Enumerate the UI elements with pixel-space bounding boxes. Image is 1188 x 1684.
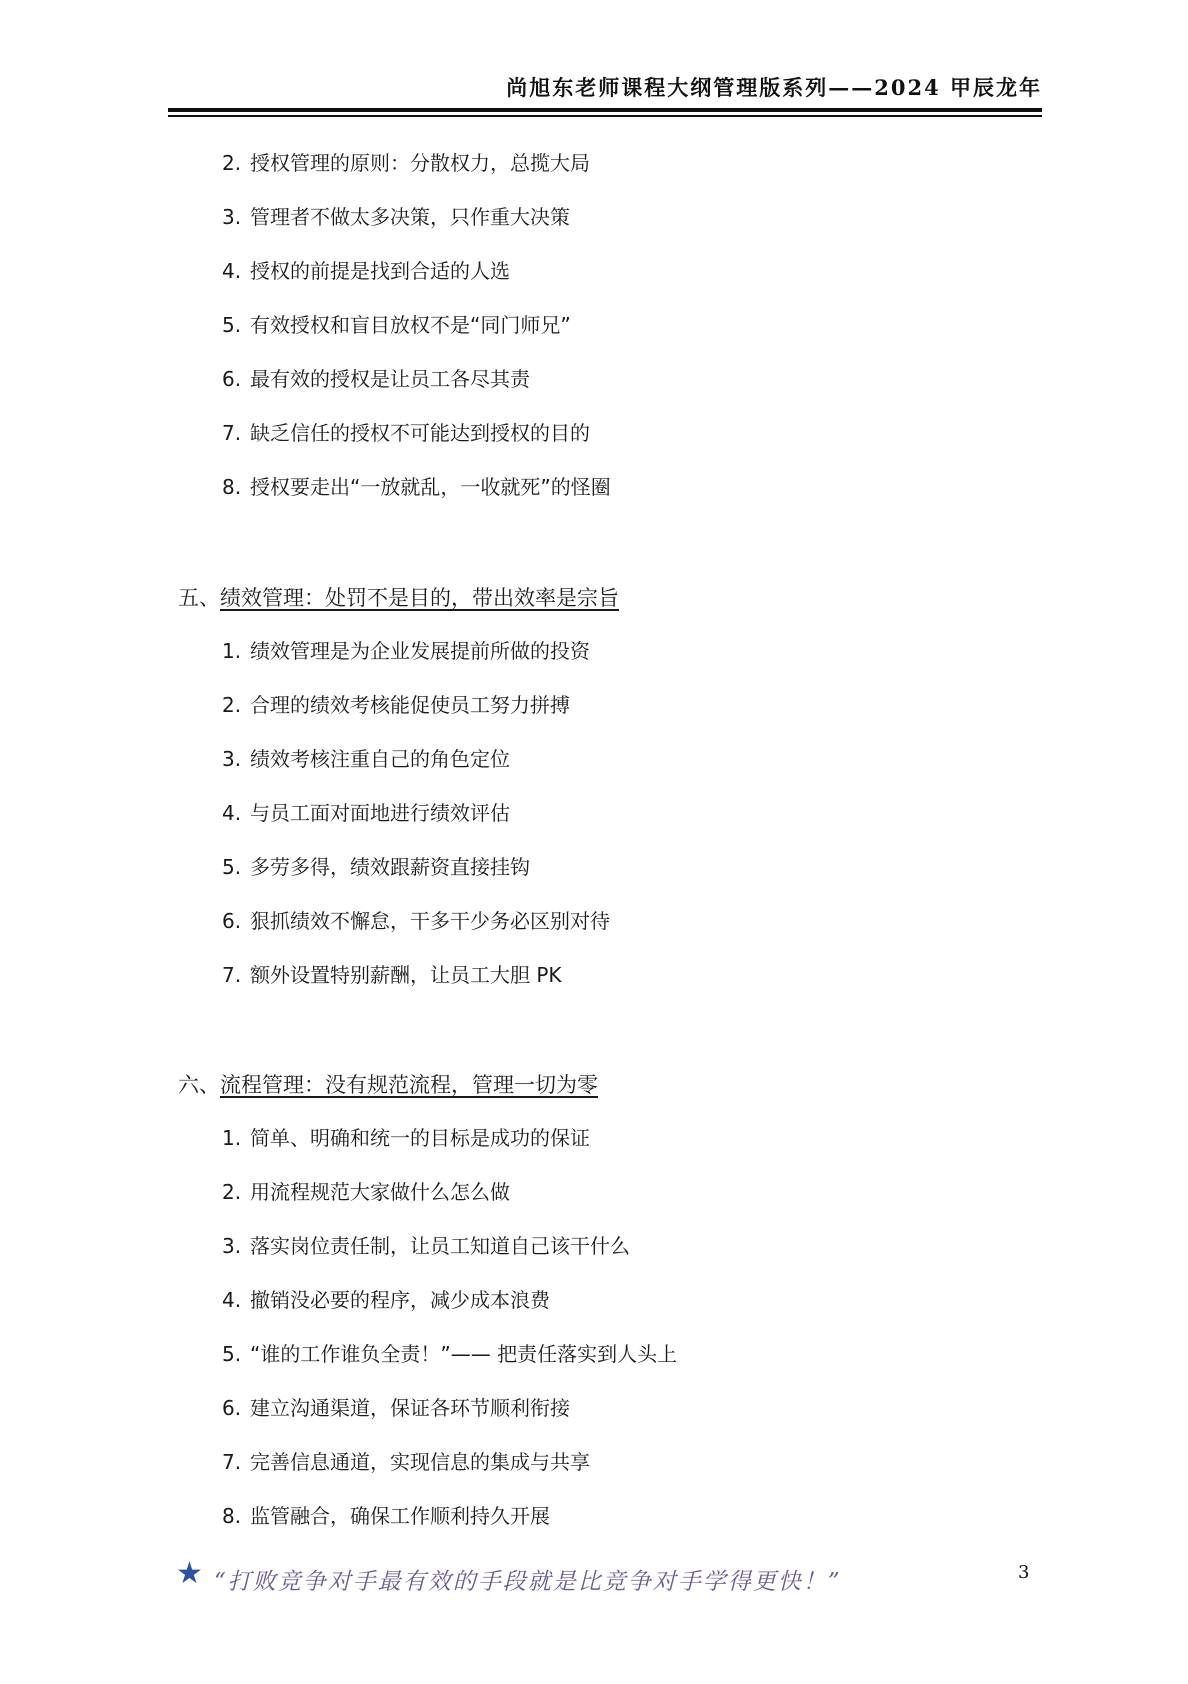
list-item	[222, 203, 570, 231]
list-item	[222, 799, 510, 827]
list-item-number: 2.	[222, 1180, 242, 1204]
list-item	[222, 1286, 550, 1314]
list-item	[222, 961, 562, 989]
page-number: 3	[1018, 1562, 1030, 1583]
list-item-number: 5.	[222, 1342, 242, 1366]
list-item	[222, 1394, 570, 1422]
list-item	[222, 365, 530, 393]
list-item-text: 绩效管理是为企业发展提前所做的投资	[250, 639, 590, 663]
section-prefix: 五、	[178, 586, 220, 610]
list-item	[222, 419, 590, 447]
star-icon: ★	[176, 1556, 203, 1591]
list-item-text: 最有效的授权是让员工各尽其责	[250, 367, 530, 391]
list-item	[222, 1502, 550, 1530]
list-item-number: 2.	[222, 693, 242, 717]
page-header-title: 尚旭东老师课程大纲管理版系列——2024 甲辰龙年	[506, 75, 1042, 100]
list-item-text: 缺乏信任的授权不可能达到授权的目的	[250, 421, 590, 445]
section-heading	[178, 583, 619, 613]
list-item-text: 有效授权和盲目放权不是“同门师兄”	[250, 313, 571, 337]
list-item	[222, 1124, 590, 1152]
list-item-text: 绩效考核注重自己的角色定位	[250, 747, 510, 771]
list-item	[222, 853, 530, 881]
list-item-text: 与员工面对面地进行绩效评估	[250, 801, 510, 825]
list-item-text: 狠抓绩效不懈怠，干多干少务必区别对待	[250, 909, 610, 933]
list-item-number: 8.	[222, 1504, 242, 1528]
list-item-number: 1.	[222, 639, 242, 663]
footer-quote: “打败竞争对手最有效的手段就是比竞争对手学得更快！”	[214, 1569, 842, 1595]
list-item-text: 合理的绩效考核能促使员工努力拼搏	[250, 693, 570, 717]
list-item	[222, 1232, 630, 1260]
list-item-number: 6.	[222, 909, 242, 933]
list-item-text: 管理者不做太多决策，只作重大决策	[250, 205, 570, 229]
section-prefix: 六、	[178, 1073, 220, 1097]
list-item-text: 监管融合，确保工作顺利持久开展	[250, 1504, 550, 1528]
list-item	[222, 637, 590, 665]
list-item-number: 7.	[222, 1450, 242, 1474]
list-item-number: 1.	[222, 1126, 242, 1150]
list-item-text: 用流程规范大家做什么怎么做	[250, 1180, 510, 1204]
list-item-text: 简单、明确和统一的目标是成功的保证	[250, 1126, 590, 1150]
list-item-number: 8.	[222, 475, 242, 499]
list-item	[222, 1178, 510, 1206]
list-item	[222, 745, 510, 773]
list-item-text: 落实岗位责任制，让员工知道自己该干什么	[250, 1234, 630, 1258]
list-item	[222, 257, 510, 285]
list-item-text: 建立沟通渠道，保证各环节顺利衔接	[250, 1396, 570, 1420]
list-item-number: 3.	[222, 205, 242, 229]
list-item	[222, 691, 570, 719]
list-item-number: 6.	[222, 1396, 242, 1420]
section-title: 流程管理：没有规范流程，管理一切为零	[220, 1073, 598, 1097]
header-rule-thick	[168, 108, 1042, 112]
list-item-text: 授权的前提是找到合适的人选	[250, 259, 510, 283]
list-item-number: 5.	[222, 855, 242, 879]
list-item-number: 7.	[222, 963, 242, 987]
list-item-number: 7.	[222, 421, 242, 445]
list-item-text: “谁的工作谁负全责！”—— 把责任落实到人头上	[250, 1342, 678, 1366]
section-heading	[178, 1070, 598, 1100]
list-item-number: 4.	[222, 259, 242, 283]
list-item	[222, 1340, 677, 1368]
list-item	[222, 907, 610, 935]
list-item-text: 授权要走出“一放就乱，一收就死”的怪圈	[250, 475, 611, 499]
list-item-number: 3.	[222, 747, 242, 771]
list-item-text: 撤销没必要的程序，减少成本浪费	[250, 1288, 550, 1312]
list-item-number: 6.	[222, 367, 242, 391]
list-item	[222, 473, 611, 501]
list-item-text: 多劳多得，绩效跟薪资直接挂钩	[250, 855, 530, 879]
header-rule-thin	[168, 115, 1042, 117]
list-item	[222, 149, 590, 177]
list-item-number: 4.	[222, 1288, 242, 1312]
list-item-text: 授权管理的原则：分散权力，总揽大局	[250, 151, 590, 175]
section-title: 绩效管理：处罚不是目的，带出效率是宗旨	[220, 586, 619, 610]
list-item	[222, 1448, 590, 1476]
list-item-number: 3.	[222, 1234, 242, 1258]
list-item-number: 5.	[222, 313, 242, 337]
list-item	[222, 311, 571, 339]
list-item-number: 2.	[222, 151, 242, 175]
list-item-text: 完善信息通道，实现信息的集成与共享	[250, 1450, 590, 1474]
list-item-text: 额外设置特别薪酬，让员工大胆 PK	[250, 963, 562, 987]
list-item-number: 4.	[222, 801, 242, 825]
